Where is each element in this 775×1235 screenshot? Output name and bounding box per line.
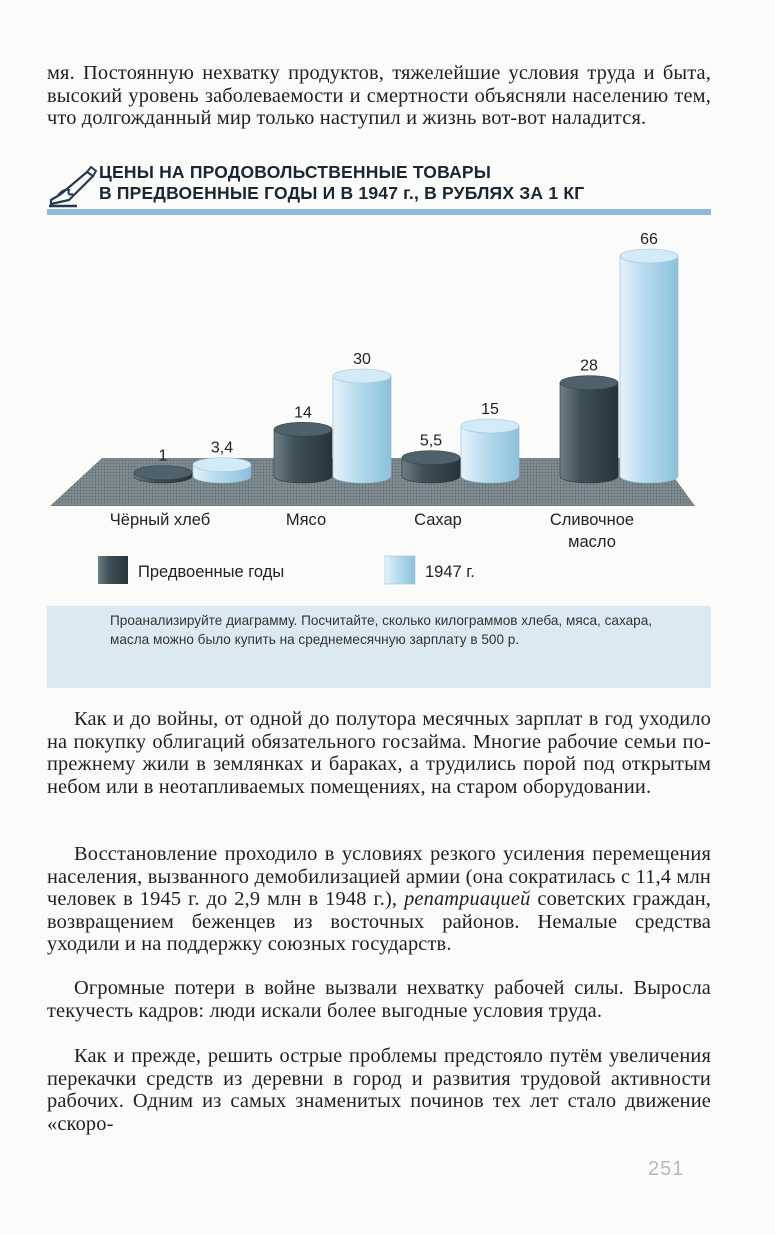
value-label-prewar-2: 14 (294, 404, 312, 422)
legend-label-prewar: Предвоенные годы (138, 563, 285, 581)
section-title-line1: ЦЕНЫ НА ПРОДОВОЛЬСТВЕННЫЕ ТОВАРЫ (99, 162, 492, 182)
bar-prewar-1 (134, 466, 192, 483)
paragraph-1 (47, 708, 711, 798)
heading-underline (47, 209, 711, 215)
section-heading (47, 158, 711, 218)
value-label-1947-3: 15 (481, 401, 499, 418)
paragraph-3 (47, 977, 711, 1022)
paragraph-2 (47, 843, 711, 956)
bar-prewar-4 (560, 376, 618, 483)
paragraph-4 (47, 1045, 711, 1135)
section-title (99, 162, 584, 204)
page-number: 251 (648, 1158, 685, 1180)
paragraph-2-term: репатриацией (404, 888, 531, 911)
section-title-line2: В ПРЕДВОЕННЫЕ ГОДЫ И В 1947 г., В РУБЛЯХ ЗА 1 КГ (99, 183, 585, 203)
bar-1947-3 (461, 419, 519, 483)
legend-swatch-prewar (98, 556, 128, 584)
paragraph-4-text: Как и прежде, решить острые проблемы предстояло путём увеличения перекачки средств из деревни в город и развития трудовой активности рабочих. Одним из самых знаменитых починов тех лет стало движение «скоро- (47, 1045, 711, 1135)
bar-1947-4 (620, 249, 678, 483)
value-label-prewar-4: 28 (580, 357, 598, 375)
bar-1947-2 (333, 369, 391, 483)
paragraph-1-text: Как и до войны, от одной до полутора месячных зарплат в год уходило на покупку облигаций обязательного госзайма. Многие рабочие семьи по-прежнему жили в землянках и бараках, а трудились порой под открытым небом или в неотапливаемых помещениях, на старом оборудовании. (47, 708, 711, 798)
category-label-4: Сливочное (549, 511, 635, 529)
value-label-1947-1: 3,4 (210, 439, 234, 457)
paragraph-3-text: Огромные потери в войне вызвали нехватку рабочей силы. Выросла текучесть кадров: люди искали более выгодные условия труда. (47, 977, 711, 1022)
price-chart (40, 225, 720, 600)
value-label-prewar-1: 1 (158, 447, 168, 465)
paragraph-2-text-end: советских граждан, возвращением беженцев из восточных районов. Немалые средства уходили и на поддержку союзных государств. (47, 888, 712, 956)
task-box (47, 606, 711, 688)
category-label-4: масло (568, 533, 616, 551)
category-label-1: Чёрный хлеб (109, 511, 211, 529)
top-paragraph: мя. Постоянную нехватку продуктов, тяжелейшие условия труда и быта, высокий уровень заболеваемости и смертности объясняли населению тем, что долгожданный мир только наступил и жизнь вот-вот наладится. (47, 62, 711, 130)
bar-1947-1 (193, 458, 251, 483)
category-label-2: Мясо (285, 511, 327, 529)
legend-swatch-1947 (385, 556, 415, 584)
category-label-3: Сахар (414, 511, 462, 529)
paragraph-2-text: Восстановление проходило в условиях резкого усиления перемещения населения, вызванного демобилизацией армии (она сократилась с 11,4 млн человек в 1945 г. до 2,9 млн в 1948 г.), (47, 843, 711, 911)
bar-prewar-2 (274, 422, 332, 483)
legend-label-1947: 1947 г. (425, 563, 475, 581)
value-label-1947-2: 30 (353, 351, 371, 368)
bar-prewar-3 (402, 451, 460, 483)
writing-hand-icon (47, 164, 99, 208)
value-label-1947-4: 66 (640, 231, 658, 248)
task-text: Проанализируйте диаграмму. Посчитайте, сколько килограммов хлеба, мяса, сахара, масла можно было купить на среднемесячную зарплату в 500 р. (110, 613, 653, 647)
price-chart-svg (40, 225, 720, 600)
value-label-prewar-3: 5,5 (419, 432, 443, 450)
